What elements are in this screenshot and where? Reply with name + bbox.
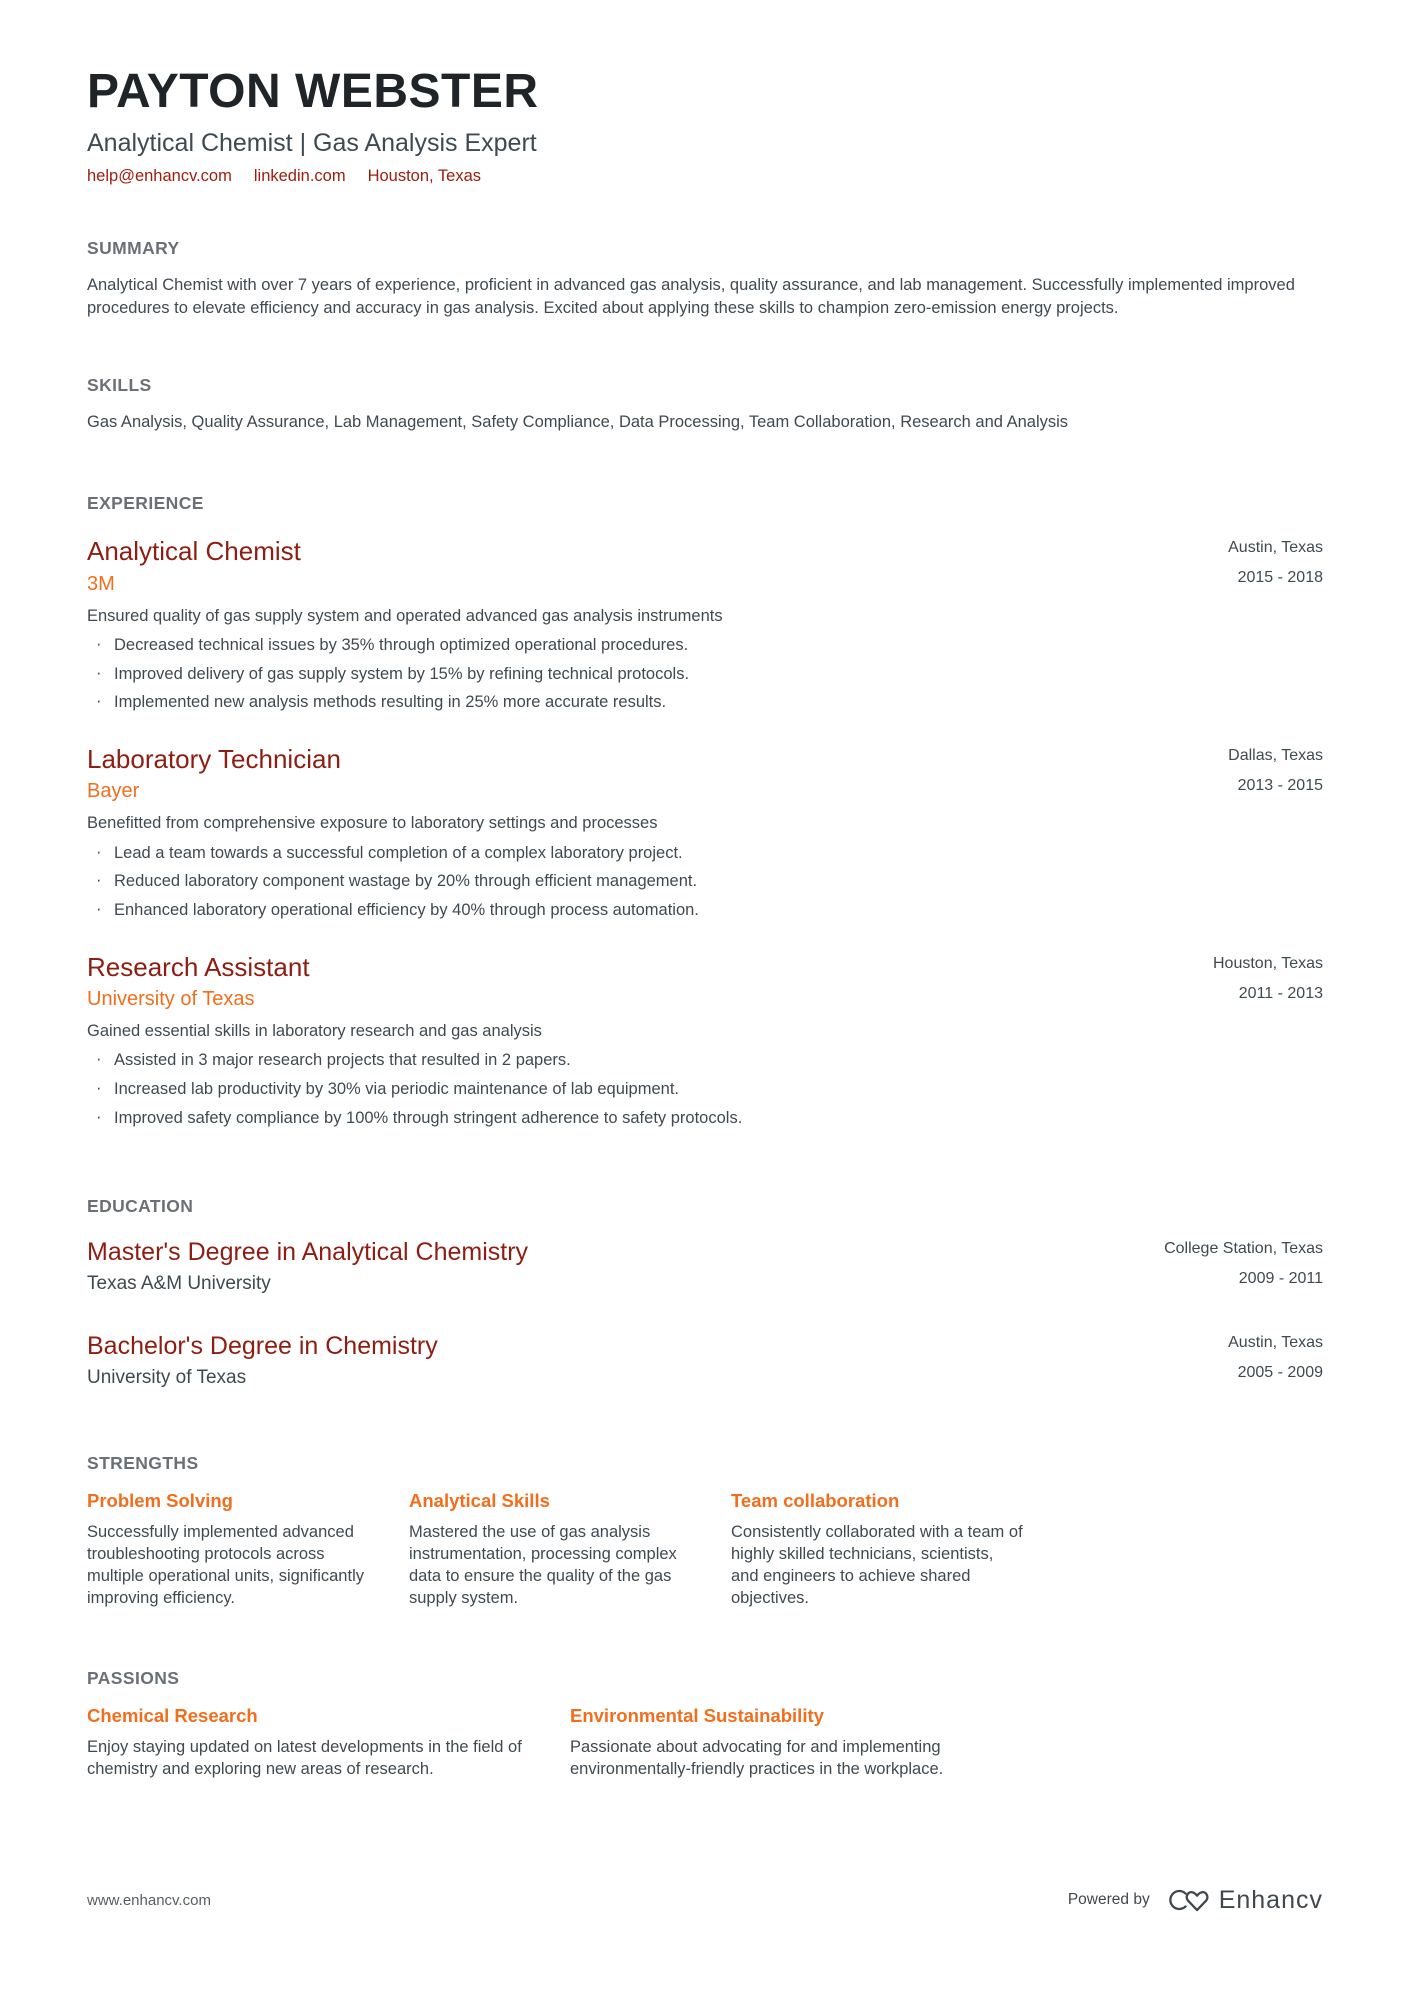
strength-text: Successfully implemented advanced troubleshooting protocols across multiple operational units, significantly improving efficiency. [87, 1522, 364, 1607]
job-bullet: · Enhanced laboratory operational efficiency by 40% through process automation. [87, 900, 1323, 922]
job-title-company [87, 536, 301, 596]
strength-item [87, 1490, 379, 1610]
enhancv-wordmark: Enhancv [1218, 1885, 1323, 1914]
education-location: Austin, Texas [1228, 1333, 1323, 1351]
job-bullet: · Increased lab productivity by 30% via periodic maintenance of lab equipment. [87, 1079, 1323, 1101]
job-location: Austin, Texas [1228, 539, 1323, 557]
education-degree: Bachelor's Degree in Chemistry [87, 1331, 438, 1360]
education-location: College Station, Texas [1164, 1239, 1323, 1257]
job-dates: 2011 - 2013 [1238, 984, 1323, 1002]
footer-website-link[interactable]: www.enhancv.com [87, 1891, 211, 1909]
job-company: Bayer [87, 780, 140, 803]
education-entry [87, 1331, 1323, 1389]
skills-text: Gas Analysis, Quality Assurance, Lab Management, Safety Compliance, Data Processing, Team Collaboration, Research and Analysis [87, 412, 1069, 431]
education-header-row [87, 1237, 1323, 1295]
summary-heading: SUMMARY [87, 238, 180, 259]
job-bullet-list [87, 635, 1323, 714]
job-bullet: · Reduced laboratory component wastage by 20% through efficient management. [87, 871, 1323, 893]
passion-text: Passionate about advocating for and implementing environmentally-friendly practices in the workplace. [570, 1737, 944, 1778]
job-bullet: · Improved delivery of gas supply system by 15% by refining technical protocols. [87, 664, 1323, 686]
candidate-headline: Analytical Chemist | Gas Analysis Expert [87, 128, 537, 157]
job-header-row [87, 952, 1323, 1012]
experience-heading: EXPERIENCE [87, 493, 204, 514]
job-entry [87, 744, 1323, 922]
passion-item [87, 1705, 542, 1781]
job-meta [1213, 952, 1323, 1003]
job-location: Houston, Texas [1213, 954, 1323, 972]
job-bullet: · Implemented new analysis methods resulting in 25% more accurate results. [87, 692, 1323, 714]
job-company: University of Texas [87, 988, 255, 1011]
strength-title: Team collaboration [731, 1489, 900, 1511]
job-title: Laboratory Technician [87, 744, 341, 775]
experience-section [87, 493, 1323, 1129]
education-entry [87, 1237, 1323, 1295]
job-meta [1228, 536, 1323, 587]
job-description: Benefitted from comprehensive exposure to laboratory settings and processes [87, 814, 658, 833]
skills-heading: SKILLS [87, 374, 152, 395]
education-section [87, 1196, 1323, 1389]
education-dates: 2005 - 2009 [1237, 1363, 1323, 1381]
passion-text: Enjoy staying updated on latest developments in the field of chemistry and exploring new areas of research. [87, 1737, 522, 1778]
candidate-name: PAYTON WEBSTER [87, 65, 539, 118]
education-degree-school [87, 1237, 528, 1295]
strength-item [731, 1490, 1023, 1610]
strength-title: Problem Solving [87, 1489, 233, 1511]
education-school: Texas A&M University [87, 1272, 271, 1294]
job-entry [87, 952, 1323, 1130]
education-school: University of Texas [87, 1366, 247, 1388]
powered-by-block [1068, 1885, 1323, 1915]
passions-section [87, 1668, 1323, 1781]
education-dates: 2009 - 2011 [1238, 1269, 1323, 1287]
contact-email-link[interactable]: help@enhancv.com [87, 167, 232, 186]
job-company: 3M [87, 572, 115, 595]
strength-item [409, 1490, 701, 1610]
strengths-section [87, 1453, 1323, 1610]
resume-header [87, 66, 1323, 186]
contact-linkedin-link[interactable]: linkedin.com [253, 167, 346, 186]
resume-content [87, 66, 1323, 1845]
job-location: Dallas, Texas [1228, 747, 1323, 765]
strengths-grid [87, 1490, 1323, 1610]
job-entry [87, 536, 1323, 714]
job-bullet: · Improved safety compliance by 100% through stringent adherence to safety protocols. [87, 1108, 1323, 1130]
job-dates: 2013 - 2015 [1237, 777, 1323, 795]
job-dates: 2015 - 2018 [1237, 569, 1323, 587]
powered-by-label: Powered by [1067, 1891, 1150, 1908]
job-header-row [87, 536, 1323, 596]
job-description: Gained essential skills in laboratory research and gas analysis [87, 1022, 542, 1041]
job-title: Analytical Chemist [87, 536, 301, 567]
strengths-heading: STRENGTHS [87, 1452, 199, 1473]
education-meta [1164, 1237, 1323, 1288]
education-degree: Master's Degree in Analytical Chemistry [87, 1237, 529, 1266]
summary-text: Analytical Chemist with over 7 years of experience, proficient in advanced gas analysis, quality assurance, and lab management. Successfully implemented improved procedures to elevate efficiency and accuracy in gas analysis. Excited about applying these skills to champion zero-emission energy projects. [87, 276, 1295, 317]
strength-text: Consistently collaborated with a team of highly skilled technicians, scientists, and engineers to achieve shared objectives. [731, 1522, 1023, 1607]
contact-location: Houston, Texas [367, 167, 482, 186]
summary-section [87, 238, 1323, 319]
job-header-row [87, 744, 1323, 804]
education-heading: EDUCATION [87, 1195, 194, 1216]
enhancv-brand [1164, 1885, 1323, 1915]
job-bullet: · Assisted in 3 major research projects that resulted in 2 papers. [87, 1050, 1323, 1072]
job-meta [1228, 744, 1323, 795]
enhancv-logo-icon [1164, 1885, 1210, 1915]
passions-grid [87, 1705, 1323, 1781]
strength-title: Analytical Skills [409, 1489, 550, 1511]
job-description: Ensured quality of gas supply system and operated advanced gas analysis instruments [87, 606, 723, 625]
strength-text: Mastered the use of gas analysis instrumentation, processing complex data to ensure the quality of the gas supply system. [409, 1522, 677, 1607]
education-meta [1228, 1331, 1323, 1382]
job-title-company [87, 952, 310, 1012]
job-bullet-list [87, 843, 1323, 922]
job-bullet: · Lead a team towards a successful completion of a complex laboratory project. [87, 843, 1323, 865]
job-title-company [87, 744, 341, 804]
job-bullet: · Decreased technical issues by 35% through optimized operational procedures. [87, 635, 1323, 657]
job-title: Research Assistant [87, 951, 310, 982]
passions-heading: PASSIONS [87, 1667, 180, 1688]
education-header-row [87, 1331, 1323, 1389]
page-footer [87, 1845, 1323, 1915]
passion-item [570, 1705, 1025, 1781]
job-bullet-list [87, 1050, 1323, 1129]
passion-title: Environmental Sustainability [570, 1704, 824, 1726]
education-degree-school [87, 1331, 438, 1389]
skills-section [87, 375, 1323, 433]
contact-row [87, 167, 1323, 186]
passion-title: Chemical Research [87, 1704, 258, 1726]
